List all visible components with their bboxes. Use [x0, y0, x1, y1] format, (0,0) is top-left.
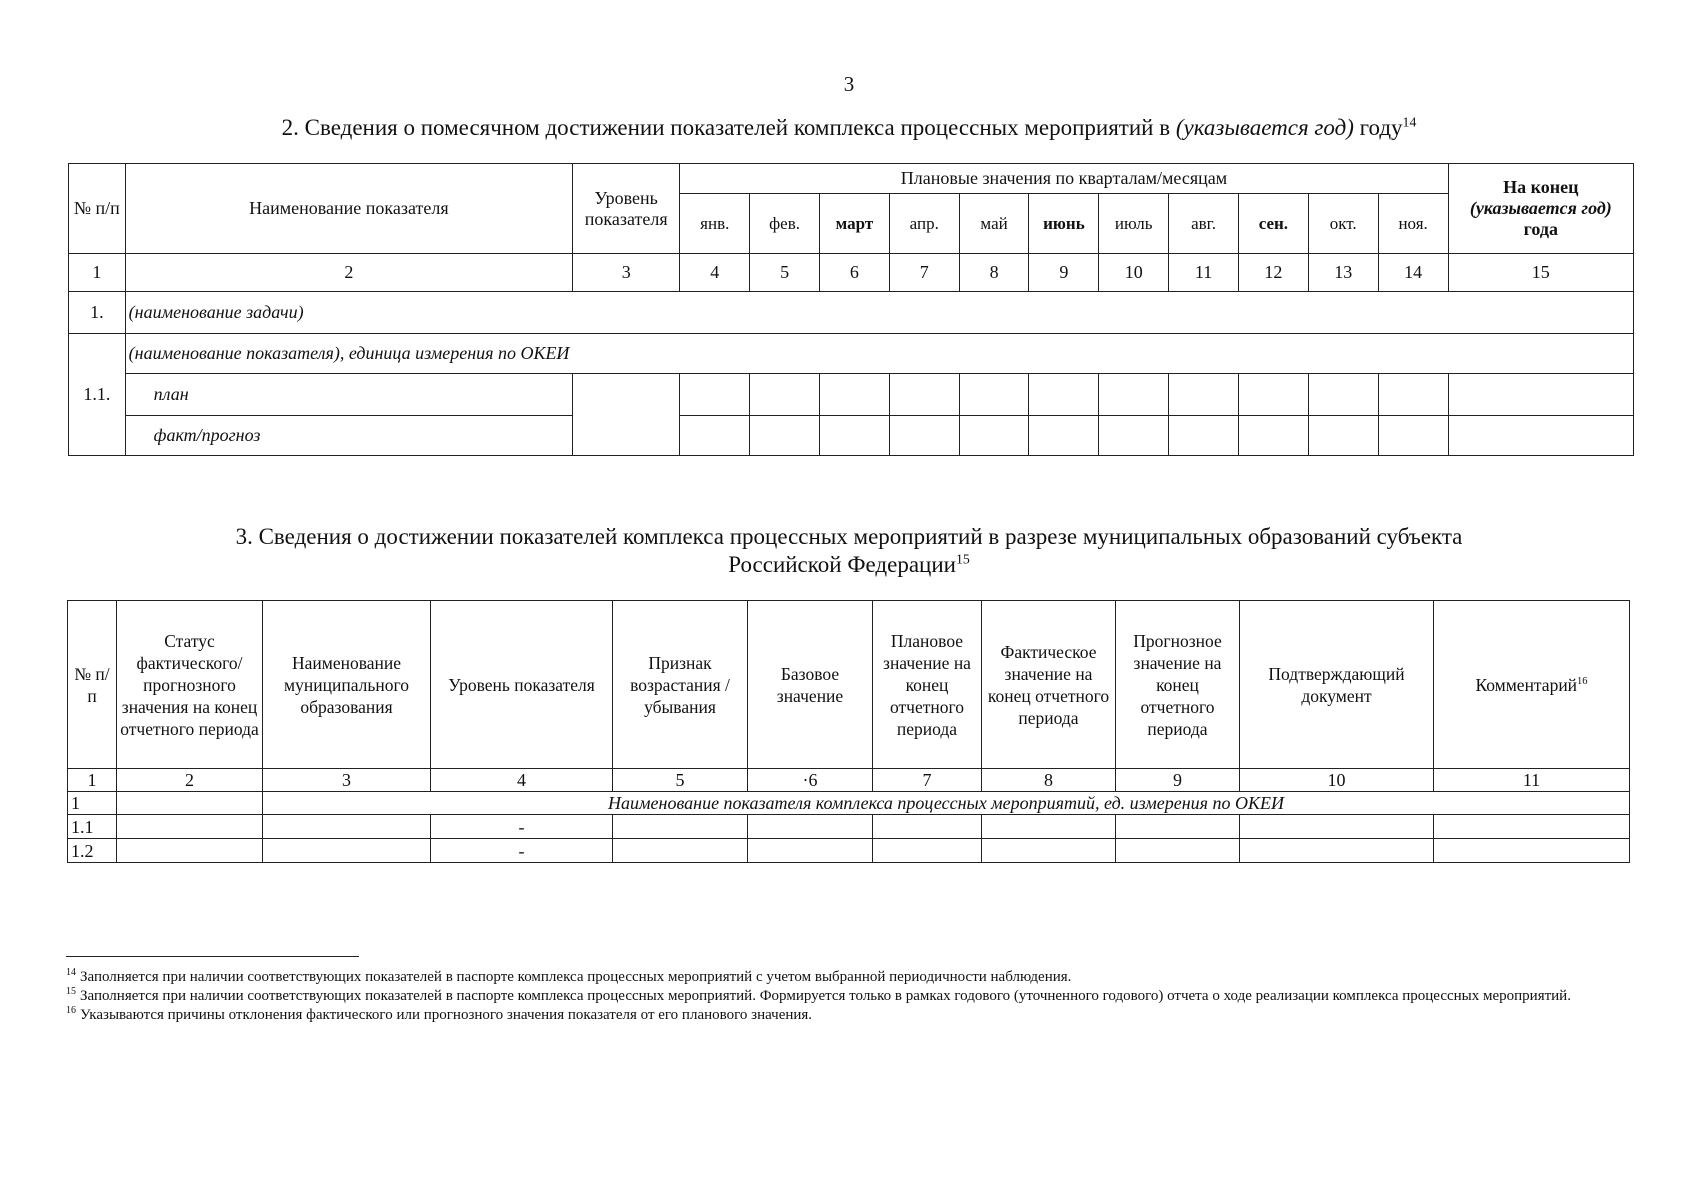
col-number: 15 — [1448, 254, 1633, 292]
municipal-indicators-table — [67, 600, 1630, 863]
month-jan: янв. — [680, 194, 750, 254]
empty-cell — [1029, 416, 1099, 456]
empty-cell — [820, 416, 890, 456]
task-num: 1. — [69, 292, 126, 334]
empty-cell — [1029, 374, 1099, 416]
page-number: 3 — [843, 72, 855, 96]
section2-title — [0, 114, 1698, 142]
col-number: 11 — [1434, 769, 1630, 792]
table-row — [68, 839, 1630, 863]
empty-cell — [1240, 839, 1434, 863]
header-indicator-name: Наименование показателя — [125, 164, 572, 254]
empty-cell — [750, 416, 820, 456]
empty-cell — [959, 374, 1029, 416]
col-number: 5 — [613, 769, 748, 792]
month-sep: сен. — [1238, 194, 1308, 254]
empty-cell — [680, 416, 750, 456]
header-municipality: Наименование муниципального образования — [263, 601, 431, 769]
empty-cell — [1116, 815, 1240, 839]
indicator-num: 1.1. — [69, 334, 126, 456]
empty-cell — [748, 815, 873, 839]
col-number: 10 — [1240, 769, 1434, 792]
col-number: 8 — [982, 769, 1116, 792]
footnote-text: Заполняется при наличии соответствующих показателей в паспорте комплекса процессных мероприятий. Формируется только в рамках годового (уточненного годового) отчета о ходе реализации комплекса процессных мероприятий. — [80, 988, 1571, 1004]
empty-cell — [1238, 374, 1308, 416]
empty-cell — [1240, 815, 1434, 839]
row-num: 1.2 — [68, 839, 117, 863]
row-num: 1 — [68, 792, 117, 815]
footnote-number: 16 — [66, 1005, 76, 1016]
empty-cell — [1099, 416, 1169, 456]
empty-cell — [1434, 839, 1630, 863]
monthly-indicators-table — [68, 163, 1634, 456]
col-number: 13 — [1308, 254, 1378, 292]
header-comment — [1434, 601, 1630, 769]
task-row — [69, 292, 1634, 334]
plan-row — [69, 374, 1634, 416]
row-num: 1.1 — [68, 815, 117, 839]
month-feb: фев. — [750, 194, 820, 254]
month-apr: апр. — [889, 194, 959, 254]
header-num: № п/п — [68, 601, 117, 769]
empty-cell — [1116, 839, 1240, 863]
empty-cell — [1448, 374, 1633, 416]
header-num: № п/п — [69, 164, 126, 254]
empty-cell — [1169, 416, 1239, 456]
empty-cell — [263, 839, 431, 863]
month-mar: март — [820, 194, 890, 254]
empty-cell — [1434, 815, 1630, 839]
header-base: Базовое значение — [748, 601, 873, 769]
header-year-end-2: (указывается год) — [1469, 198, 1612, 218]
col-number: 9 — [1029, 254, 1099, 292]
header-comment-text: Комментарий — [1475, 674, 1578, 695]
col-number: 9 — [1116, 769, 1240, 792]
level-value: - — [431, 839, 613, 863]
header-level: Уровень показателя — [431, 601, 613, 769]
footnote-number: 15 — [66, 986, 76, 997]
empty-cell — [1099, 374, 1169, 416]
empty-cell — [982, 839, 1116, 863]
indicator-name-row — [69, 334, 1634, 374]
col-number: 12 — [1238, 254, 1308, 292]
empty-cell — [1378, 374, 1448, 416]
header-sign: Признак возрастания / убывания — [613, 601, 748, 769]
empty-cell — [1308, 416, 1378, 456]
empty-cell — [959, 416, 1029, 456]
section2-title-text: 2. Сведения о помесячном достижении показателей комплекса процессных мероприятий в — [281, 115, 1171, 140]
header-row — [68, 601, 1630, 769]
header-row — [69, 164, 1634, 194]
empty-cell — [873, 839, 982, 863]
header-level: Уровень показателя — [573, 164, 680, 254]
empty-cell — [1169, 374, 1239, 416]
header-planned: Плановое значение на конец отчетного периода — [873, 601, 982, 769]
header-forecast: Прогнозное значение на конец отчетного периода — [1116, 601, 1240, 769]
col-number: 14 — [1378, 254, 1448, 292]
footnote-ref-15: 15 — [955, 551, 970, 567]
footnote-ref-14: 14 — [1402, 114, 1417, 130]
table-row — [68, 815, 1630, 839]
col-number: 7 — [889, 254, 959, 292]
empty-cell — [613, 815, 748, 839]
empty-cell — [117, 792, 263, 815]
header-status: Статус фактического/ прогнозного значения на конец отчетного периода — [117, 601, 263, 769]
empty-cell — [889, 416, 959, 456]
section3-title-line1: 3. Сведения о достижении показателей комплекса процессных мероприятий в разрезе муниципальных образований субъекта — [235, 524, 1463, 549]
empty-cell — [117, 815, 263, 839]
month-aug: авг. — [1169, 194, 1239, 254]
footnote — [66, 968, 1636, 987]
section2-title-end: году — [1359, 115, 1403, 140]
month-oct: окт. — [1308, 194, 1378, 254]
month-jun: июнь — [1029, 194, 1099, 254]
footnotes — [66, 968, 1636, 1025]
column-numbers-row — [69, 254, 1634, 292]
col-number: 3 — [263, 769, 431, 792]
header-actual: Фактическое значение на конец отчетного периода — [982, 601, 1116, 769]
col-number: 3 — [573, 254, 680, 292]
header-year-end — [1448, 164, 1633, 254]
plan-label: план — [125, 374, 572, 416]
column-numbers-row — [68, 769, 1630, 792]
col-number: 5 — [750, 254, 820, 292]
empty-cell — [873, 815, 982, 839]
footnote-text: Заполняется при наличии соответствующих показателей в паспорте комплекса процессных мероприятий с учетом выбранной периодичности наблюдения. — [80, 969, 1072, 985]
col-number: 4 — [680, 254, 750, 292]
empty-cell — [748, 839, 873, 863]
col-number: 11 — [1169, 254, 1239, 292]
header-plan-group: Плановые значения по кварталам/месяцам — [680, 164, 1448, 194]
header-year-end-1: На конец — [1503, 177, 1579, 197]
level-value: - — [431, 815, 613, 839]
empty-cell — [613, 839, 748, 863]
empty-cell — [117, 839, 263, 863]
empty-cell — [820, 374, 890, 416]
fact-label: факт/прогноз — [125, 416, 572, 456]
empty-cell — [1238, 416, 1308, 456]
header-document: Подтверждающий документ — [1240, 601, 1434, 769]
month-jul: июль — [1099, 194, 1169, 254]
col-number: 6 — [820, 254, 890, 292]
col-number: ·6 — [748, 769, 873, 792]
col-number: 2 — [125, 254, 572, 292]
empty-cell — [263, 815, 431, 839]
indicator-name: (наименование показателя), единица измерения по ОКЕИ — [125, 334, 1633, 374]
footnote-number: 14 — [66, 967, 76, 978]
col-number: 10 — [1099, 254, 1169, 292]
section3-title-line2: Российской Федерации — [728, 552, 956, 577]
col-number: 7 — [873, 769, 982, 792]
empty-cell — [680, 374, 750, 416]
month-may: май — [959, 194, 1029, 254]
level-cell — [573, 374, 680, 456]
col-number: 8 — [959, 254, 1029, 292]
month-nov: ноя. — [1378, 194, 1448, 254]
col-number: 4 — [431, 769, 613, 792]
task-name: (наименование задачи) — [125, 292, 1633, 334]
section3-title — [0, 523, 1698, 579]
empty-cell — [1308, 374, 1378, 416]
col-number: 2 — [117, 769, 263, 792]
indicator-row — [68, 792, 1630, 815]
empty-cell — [889, 374, 959, 416]
empty-cell — [750, 374, 820, 416]
col-number: 1 — [68, 769, 117, 792]
empty-cell — [982, 815, 1116, 839]
footnote — [66, 987, 1636, 1006]
fact-row — [69, 416, 1634, 456]
header-year-end-3: года — [1523, 219, 1558, 239]
footnote-ref-16: 16 — [1577, 675, 1588, 687]
empty-cell — [1378, 416, 1448, 456]
footnote — [66, 1006, 1636, 1025]
footnote-text: Указываются причины отклонения фактического или прогнозного значения показателя от его планового значения. — [80, 1007, 813, 1023]
col-number: 1 — [69, 254, 126, 292]
empty-cell — [1448, 416, 1633, 456]
section2-title-italic: (указывается год) — [1175, 115, 1354, 140]
footnote-separator — [66, 956, 359, 957]
indicator-name: Наименование показателя комплекса процессных мероприятий, ед. измерения по ОКЕИ — [263, 792, 1630, 815]
